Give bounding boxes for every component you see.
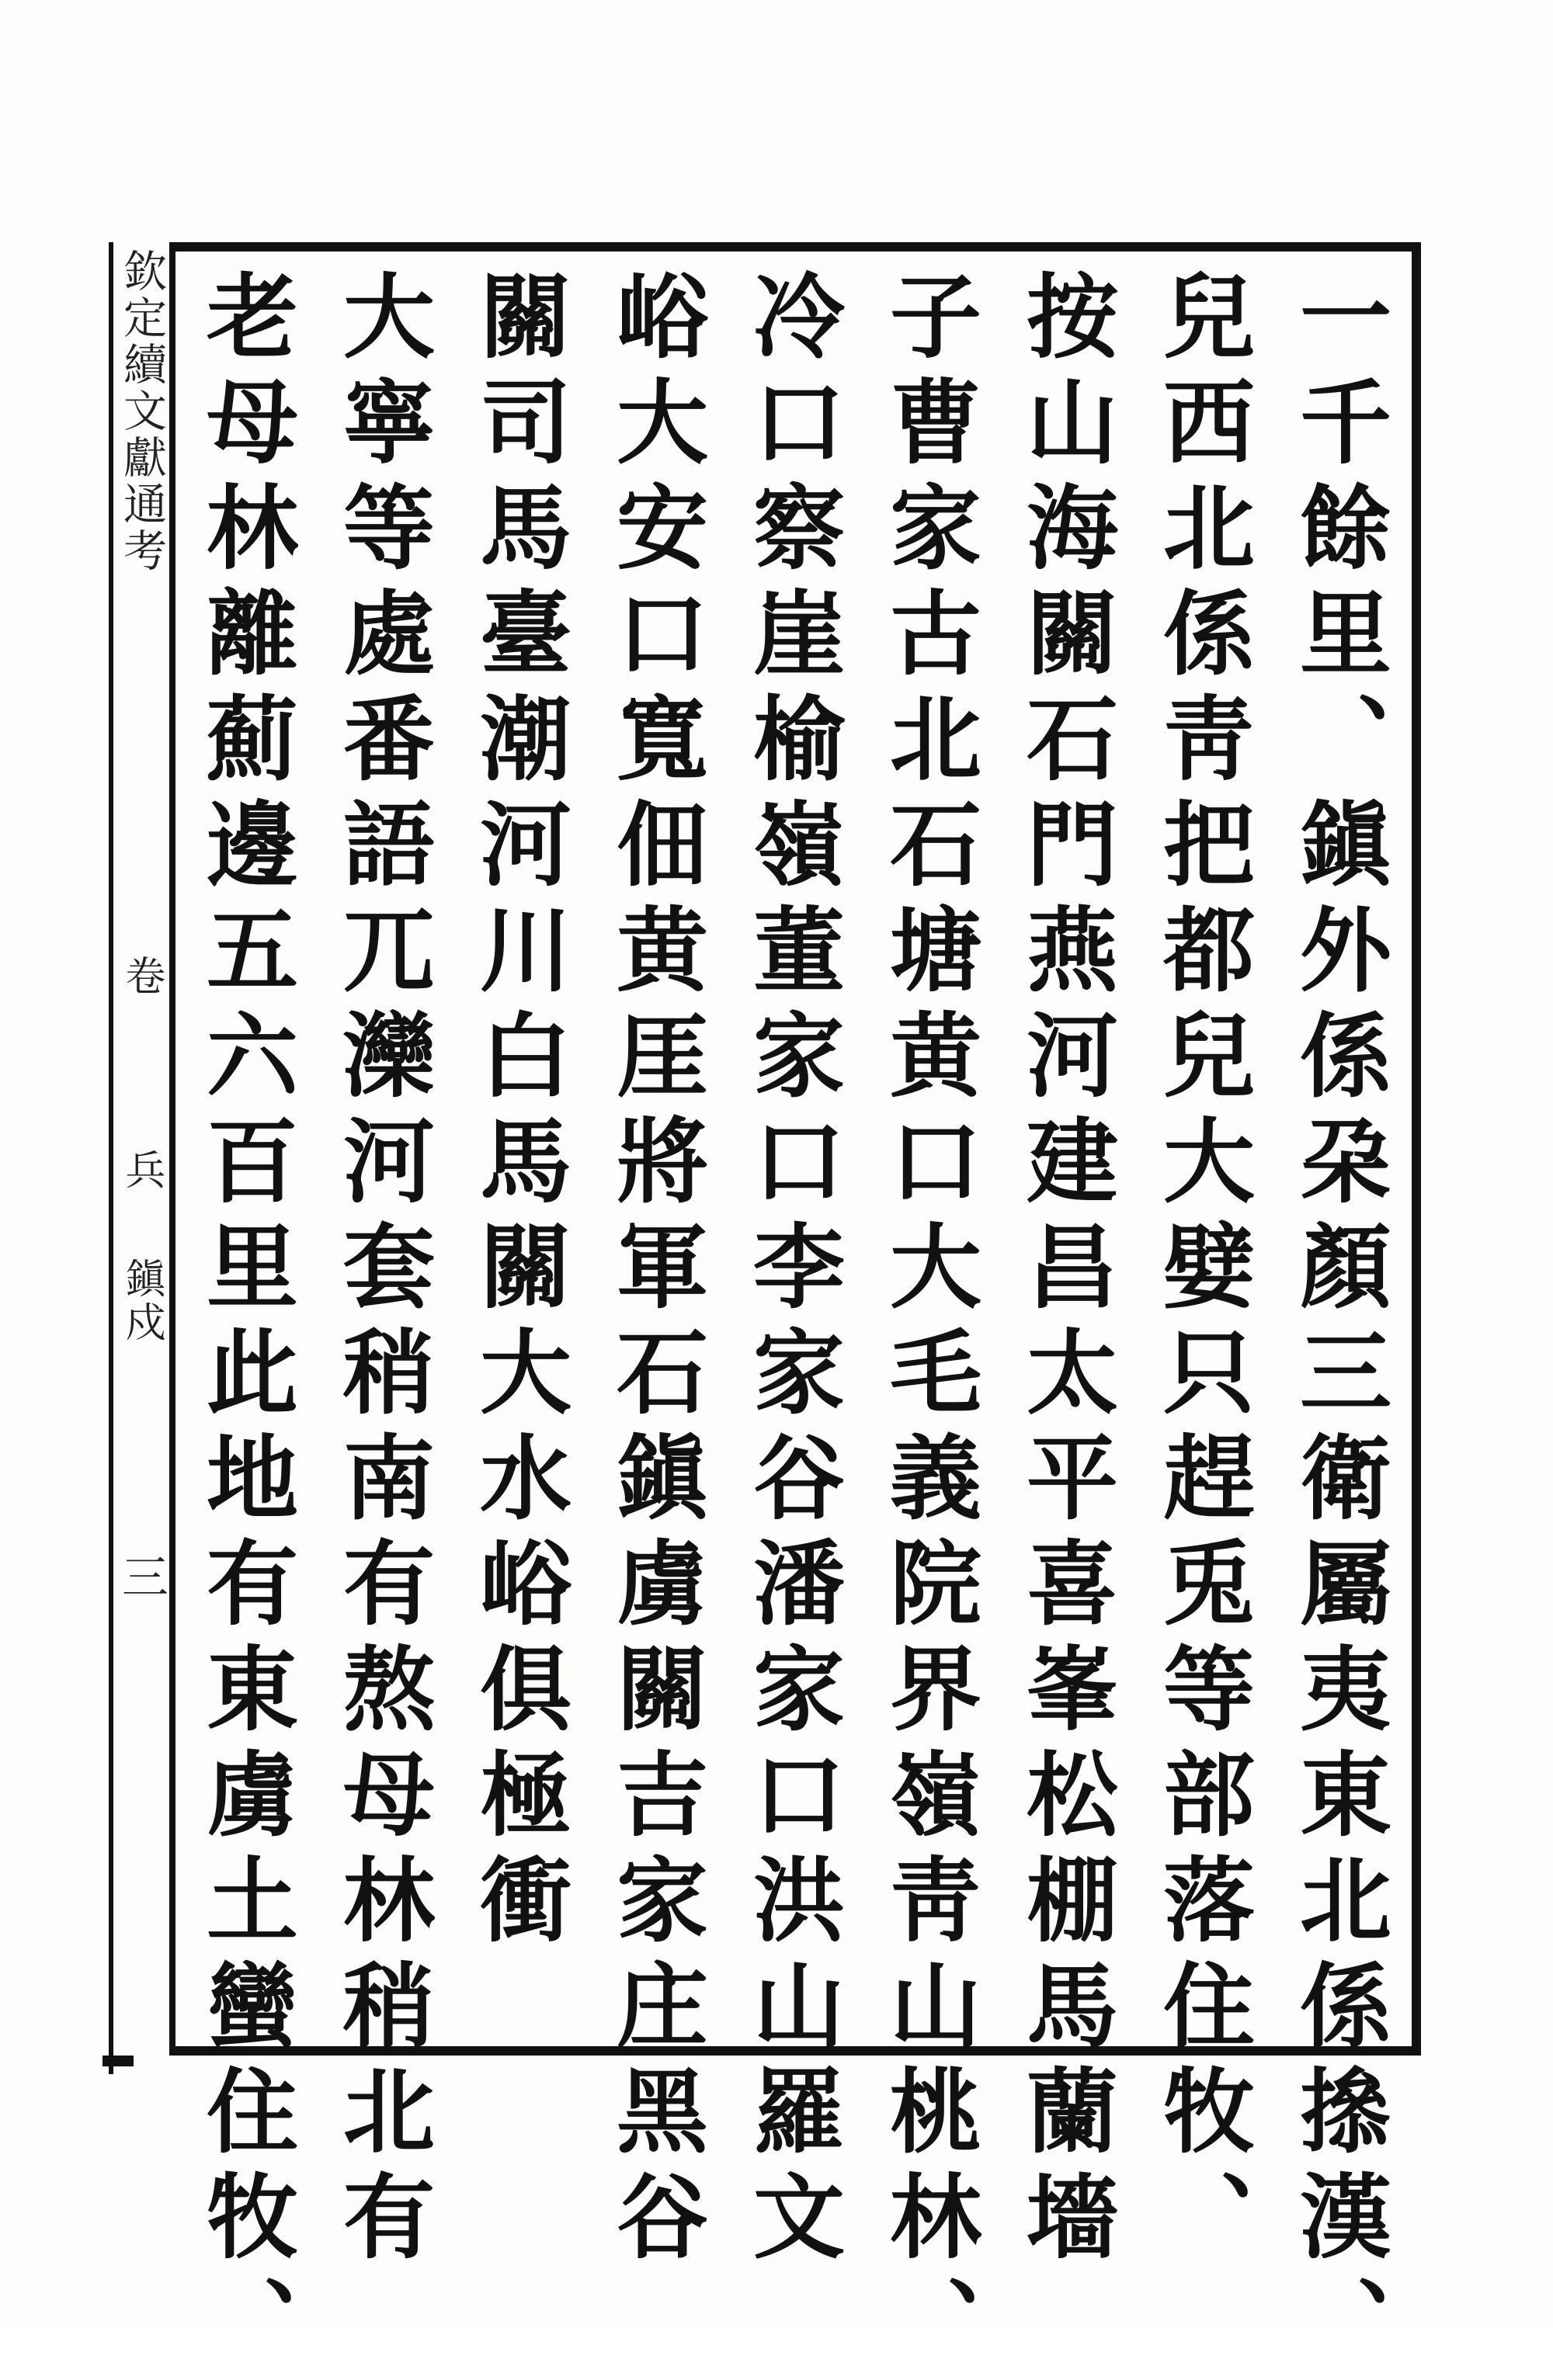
text-column-6: 峪大安口寬佃黄厓將軍石鎭虜關吉家庄黑谷 bbox=[601, 269, 709, 2274]
margin-mark bbox=[102, 2056, 134, 2066]
text-column-4: 子曹家古北石塘黄口大毛義院界嶺靑山桃林、 bbox=[874, 269, 982, 2380]
text-column-3: 按山海關石門燕河建昌太平喜峯松棚馬蘭墻 bbox=[1011, 269, 1119, 2274]
margin-volume-label: 卷 bbox=[118, 955, 165, 998]
margin-book-title: 欽定續文獻通考 bbox=[116, 248, 167, 574]
text-column-5: 冷口察崖榆嶺董家口李家谷潘家口洪山羅文 bbox=[738, 269, 846, 2274]
text-columns bbox=[179, 256, 1405, 2380]
text-column-1: 一千餘里、鎭外係朶顏三衛屬夷東北係撡漢、 bbox=[1284, 269, 1392, 2380]
text-column-7: 關司馬臺潮河川白馬關大水峪俱極衝 bbox=[464, 269, 572, 1958]
margin-page-number: 三 bbox=[114, 1553, 169, 1602]
margin-subsection-label: 鎭戍 bbox=[118, 1258, 165, 1344]
margin-section-label: 兵 bbox=[118, 1149, 165, 1192]
text-column-9: 老母林離薊邊五六百里此地有東虜土蠻住牧、 bbox=[191, 269, 299, 2380]
text-column-2: 兒西北係靑把都兒大嬖只趕兎等部落住牧、 bbox=[1148, 269, 1256, 2274]
text-column-8: 大寧等處番語兀灤河套稍南有熬母林稍北有 bbox=[328, 269, 436, 2274]
